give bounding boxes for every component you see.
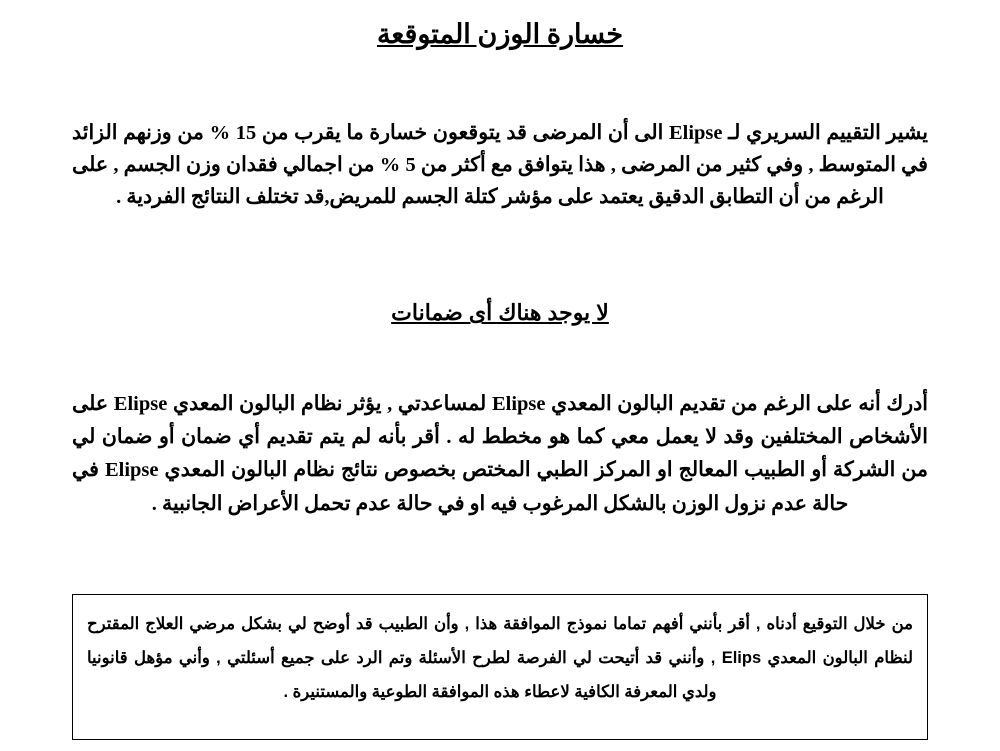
consent-box xyxy=(72,594,928,740)
no-guarantees-paragraph: أدرك أنه على الرغم من تقديم البالون المعدي Elipse لمساعدتي , يؤثر نظام البالون المعدي Elipse على الأشخاص المختلفين وقد لا يعمل معي كما هو مخطط له . أقر بأنه لم يتم تقديم أي ضمان أو ضمان لي من الشركة أو الطبيب المعالج او المركز الطبي المختص بخصوص نتائج نظام البالون المعدي Elipse في حالة عدم نزول الوزن بالشكل المرغوب فيه او في حالة عدم تحمل الأعراض الجانبية . xyxy=(72,393,929,515)
document-page xyxy=(0,10,1000,751)
no-guarantees-heading: لا يوجد هناك أى ضمانات xyxy=(391,300,609,326)
expected-weight-loss-paragraph: يشير التقييم السريري لـ Elipse الى أن المرضى قد يتوقعون خسارة ما يقرب من 15 % من وزنهم الزائد في المتوسط , وفي كثير من المرضى , هذا يتوافق مع أكثر من 5 % من اجمالي فقدان وزن الجسم , على الرغم من أن التطابق الدقيق يعتمد على مؤشر كتلة الجسم للمريض,قد تختلف النتائج الفردية . xyxy=(72,122,928,208)
page-title: خسارة الوزن المتوقعة xyxy=(376,19,624,49)
consent-paragraph: من خلال التوقيع أدناه , أقر بأنني أفهم تماما نموذج الموافقة هذا , وأن الطبيب قد أوضح لي بشكل مرضي العلاج المقترح لنظام البالون المعدي Elips , وأنني قد أتيحت لي الفرصة لطرح الأسئلة وتم الرد على جميع أسئلتي , وأني مؤهل قانونيا ولدي المعرفة الكافية لاعطاء هذه الموافقة الطوعية والمستنيرة . xyxy=(87,615,913,701)
